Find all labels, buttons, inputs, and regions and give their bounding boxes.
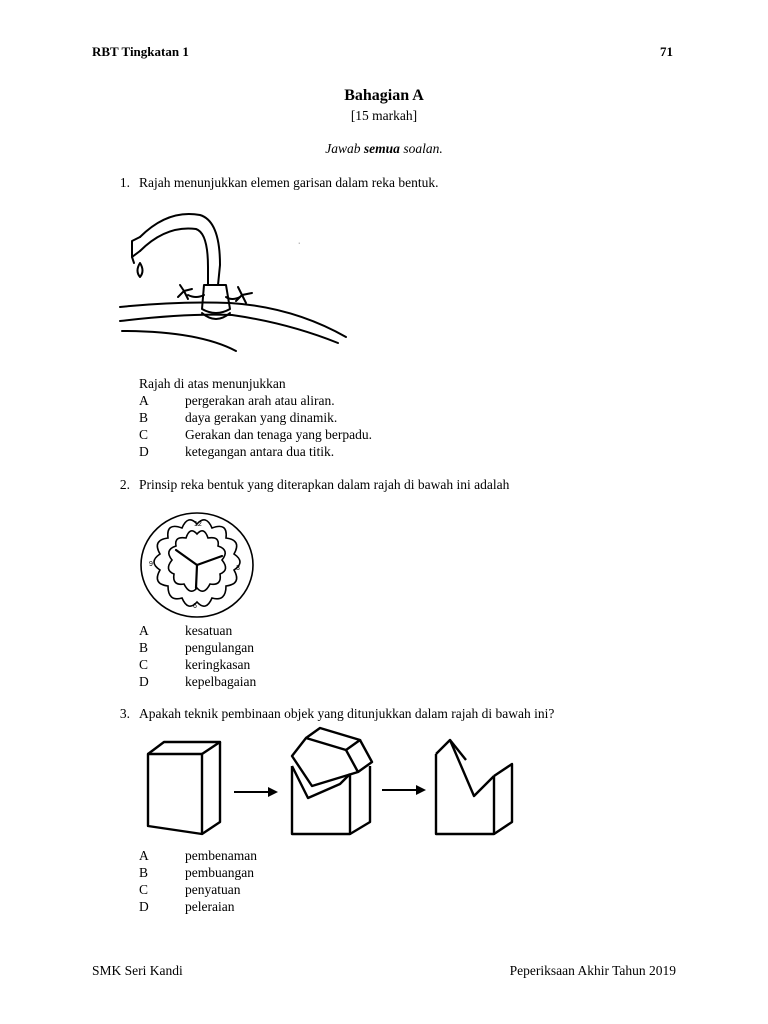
question-2-option-b[interactable]	[139, 640, 639, 656]
option-letter: D	[139, 674, 149, 689]
clock-illustration	[138, 510, 256, 620]
question-2-option-d[interactable]	[139, 674, 639, 690]
clock-number-6: 6	[193, 603, 197, 610]
question-2-number: 2.	[119, 477, 130, 492]
option-text: peleraian	[185, 899, 235, 914]
question-3-option-c[interactable]	[139, 882, 639, 898]
question-3-number: 3.	[119, 706, 130, 721]
faucet-mark: ·	[298, 240, 301, 247]
option-letter: A	[139, 848, 149, 863]
question-3-option-a[interactable]	[139, 848, 639, 864]
question-1-text: Rajah menunjukkan elemen garisan dalam reka bentuk.	[139, 175, 439, 190]
clock-flower-outline	[154, 520, 240, 606]
question-2-option-c[interactable]	[139, 657, 639, 673]
option-text: daya gerakan yang dinamik.	[185, 410, 338, 425]
block-with-cut-piece	[292, 728, 372, 834]
header-title: RBT Tingkatan 1	[92, 44, 189, 59]
option-text: penyatuan	[185, 882, 241, 897]
option-letter: A	[139, 623, 149, 638]
clock-number-3: 3	[236, 565, 240, 572]
block-with-notch	[436, 740, 512, 834]
option-letter: B	[139, 865, 149, 880]
option-text: pembuangan	[185, 865, 254, 880]
option-text: ketegangan antara dua titik.	[185, 444, 335, 459]
question-3-text: Apakah teknik pembinaan objek yang ditunjukkan dalam rajah di bawah ini?	[139, 706, 555, 721]
option-text: kesatuan	[185, 623, 233, 638]
instruction-post: soalan.	[399, 141, 443, 156]
option-letter: A	[139, 393, 149, 408]
instruction-bold: semua	[363, 141, 400, 156]
section-marks: [15 markah]	[350, 108, 418, 123]
section-title: Bahagian A	[344, 87, 424, 104]
question-3-option-d[interactable]	[139, 899, 639, 915]
solid-block	[148, 742, 220, 834]
clock-number-12: 12	[194, 521, 202, 528]
option-letter: B	[139, 640, 149, 655]
option-text: pengulangan	[185, 640, 254, 655]
option-text: kepelbagaian	[185, 674, 257, 689]
instruction-pre: Jawab	[325, 141, 364, 156]
question-1-option-c[interactable]	[139, 427, 639, 443]
option-text: Gerakan dan tenaga yang berpadu.	[185, 427, 373, 442]
instruction	[0, 141, 768, 157]
question-1-option-b[interactable]	[139, 410, 639, 426]
option-letter: D	[139, 899, 149, 914]
clock-number-9: 9	[149, 561, 153, 568]
footer-exam: Peperiksaan Akhir Tahun 2019	[509, 963, 676, 978]
question-1-lead: Rajah di atas menunjukkan	[139, 376, 286, 391]
option-text: pergerakan arah atau aliran.	[185, 393, 335, 408]
faucet-illustration	[118, 205, 358, 355]
option-text: keringkasan	[185, 657, 251, 672]
option-letter: C	[139, 657, 149, 672]
option-letter: C	[139, 882, 149, 897]
option-letter: D	[139, 444, 149, 459]
option-letter: C	[139, 427, 149, 442]
page-number: 71	[660, 44, 673, 59]
question-1-number: 1.	[119, 175, 130, 190]
question-2-option-a[interactable]	[139, 623, 639, 639]
option-letter: B	[139, 410, 149, 425]
question-2-text: Prinsip reka bentuk yang diterapkan dalam rajah di bawah ini adalah	[139, 477, 510, 492]
block-construction-diagram	[140, 726, 520, 836]
footer-school: SMK Seri Kandi	[92, 963, 183, 978]
question-1-option-a[interactable]	[139, 393, 639, 409]
question-3-option-b[interactable]	[139, 865, 639, 881]
option-text: pembenaman	[185, 848, 257, 863]
question-1-option-d[interactable]	[139, 444, 639, 460]
